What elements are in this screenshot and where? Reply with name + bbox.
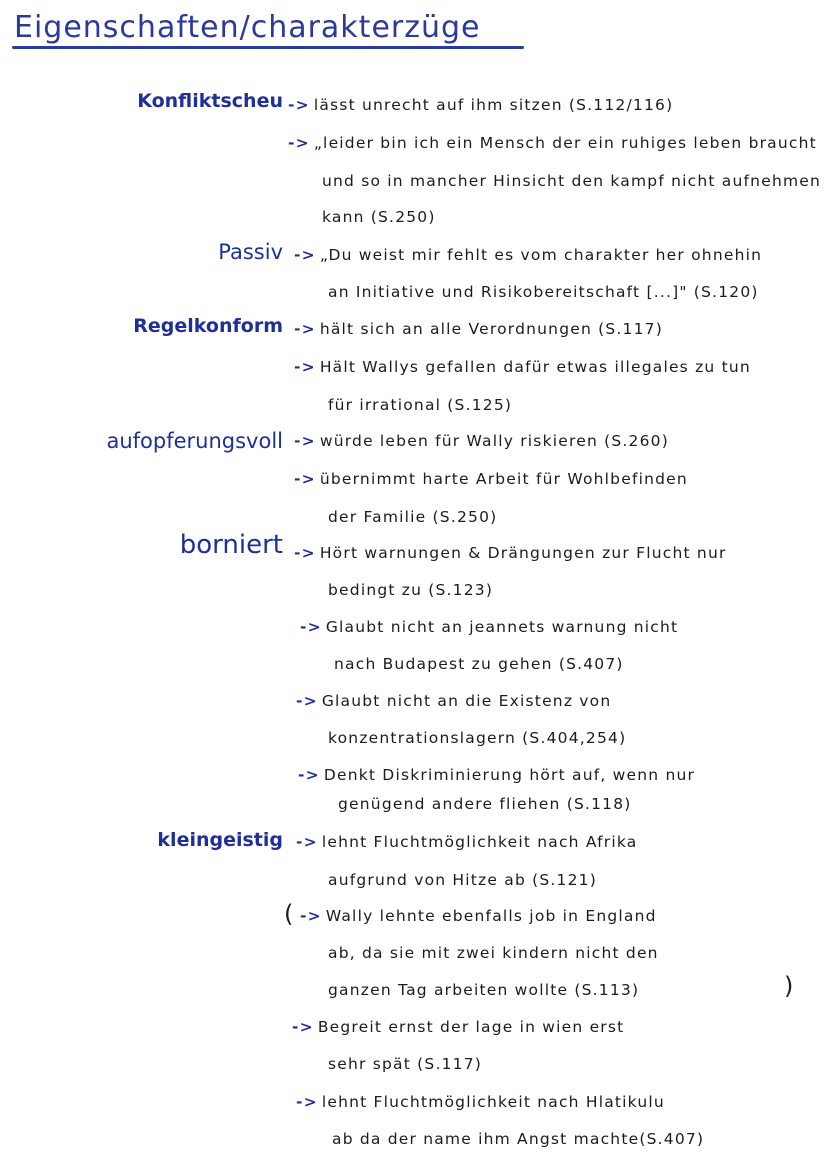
bullet-line: -> „leider bin ich ein Mensch der ein ruhiges leben braucht: [288, 134, 817, 152]
arrow-icon: ->: [300, 618, 322, 636]
bullet-line-cont: ab da der name ihm Angst machte(S.407): [332, 1130, 705, 1148]
bullet-line: -> Glaubt nicht an die Existenz von: [296, 692, 612, 710]
parenthesis-open: (: [284, 900, 294, 928]
title-underline: [12, 46, 524, 49]
bullet-line-cont: kann (S.250): [322, 208, 436, 226]
bullet-line: -> Begreit ernst der lage in wien erst: [292, 1018, 625, 1036]
arrow-icon: ->: [294, 470, 316, 488]
bullet-line-cont: nach Budapest zu gehen (S.407): [334, 655, 624, 673]
bullet-line-cont: ganzen Tag arbeiten wollte (S.113): [328, 981, 640, 999]
arrow-icon: ->: [294, 544, 316, 562]
bullet-line-cont: bedingt zu (S.123): [328, 581, 494, 599]
bullet-line-cont: aufgrund von Hitze ab (S.121): [328, 871, 597, 889]
arrow-icon: ->: [298, 766, 320, 784]
bullet-line: -> Glaubt nicht an jeannets warnung nicht: [300, 618, 679, 636]
arrow-icon: ->: [294, 358, 316, 376]
arrow-icon: ->: [300, 907, 322, 925]
bullet-line-cont: und so in mancher Hinsicht den kampf nicht aufnehmen: [322, 172, 822, 190]
arrow-icon: ->: [294, 320, 316, 338]
trait-passiv: Passiv: [218, 240, 283, 264]
bullet-line: -> hält sich an alle Verordnungen (S.117): [294, 320, 663, 338]
bullet-line: -> würde leben für Wally riskieren (S.260): [294, 432, 669, 450]
bullet-line: -> übernimmt harte Arbeit für Wohlbefinden: [294, 470, 688, 488]
trait-regelkonform: Regelkonform: [133, 315, 283, 337]
bullet-line: -> lehnt Fluchtmöglichkeit nach Afrika: [296, 833, 638, 851]
bullet-line: -> lehnt Fluchtmöglichkeit nach Hlatikulu: [296, 1093, 665, 1111]
arrow-icon: ->: [292, 1018, 314, 1036]
arrow-icon: ->: [296, 833, 318, 851]
trait-kleingeistig: kleingeistig: [157, 829, 283, 851]
bullet-line-cont: für irrational (S.125): [328, 396, 513, 414]
bullet-line-cont: an Initiative und Risikobereitschaft [...]" (S.120): [328, 283, 759, 301]
trait-aufopferungsvoll: aufopferungsvoll: [106, 429, 283, 453]
bullet-line-cont: sehr spät (S.117): [328, 1055, 482, 1073]
bullet-line: -> Denkt Diskriminierung hört auf, wenn nur: [298, 766, 696, 784]
bullet-line: -> Hält Wallys gefallen dafür etwas illegales zu tun: [294, 358, 751, 376]
bullet-line-cont: der Familie (S.250): [328, 508, 498, 526]
bullet-line-cont: genügend andere fliehen (S.118): [338, 795, 632, 813]
bullet-line: -> Wally lehnte ebenfalls job in England: [300, 907, 657, 925]
bullet-line: -> lässt unrecht auf ihm sitzen (S.112/116): [288, 96, 674, 114]
arrow-icon: ->: [288, 96, 310, 114]
arrow-icon: ->: [294, 246, 316, 264]
trait-borniert: borniert: [179, 530, 283, 560]
arrow-icon: ->: [296, 1093, 318, 1111]
page-title: Eigenschaften/charakterzüge: [14, 10, 481, 45]
arrow-icon: ->: [288, 134, 310, 152]
arrow-icon: ->: [296, 692, 318, 710]
bullet-line-cont: ab, da sie mit zwei kindern nicht den: [328, 944, 659, 962]
parenthesis-close: ): [784, 972, 794, 1000]
arrow-icon: ->: [294, 432, 316, 450]
trait-konfliktscheu: Konfliktscheu: [137, 90, 283, 112]
bullet-line: -> Hört warnungen & Drängungen zur Flucht nur: [294, 544, 727, 562]
bullet-line-cont: konzentrationslagern (S.404,254): [328, 729, 627, 747]
bullet-line: -> „Du weist mir fehlt es vom charakter her ohnehin: [294, 246, 763, 264]
